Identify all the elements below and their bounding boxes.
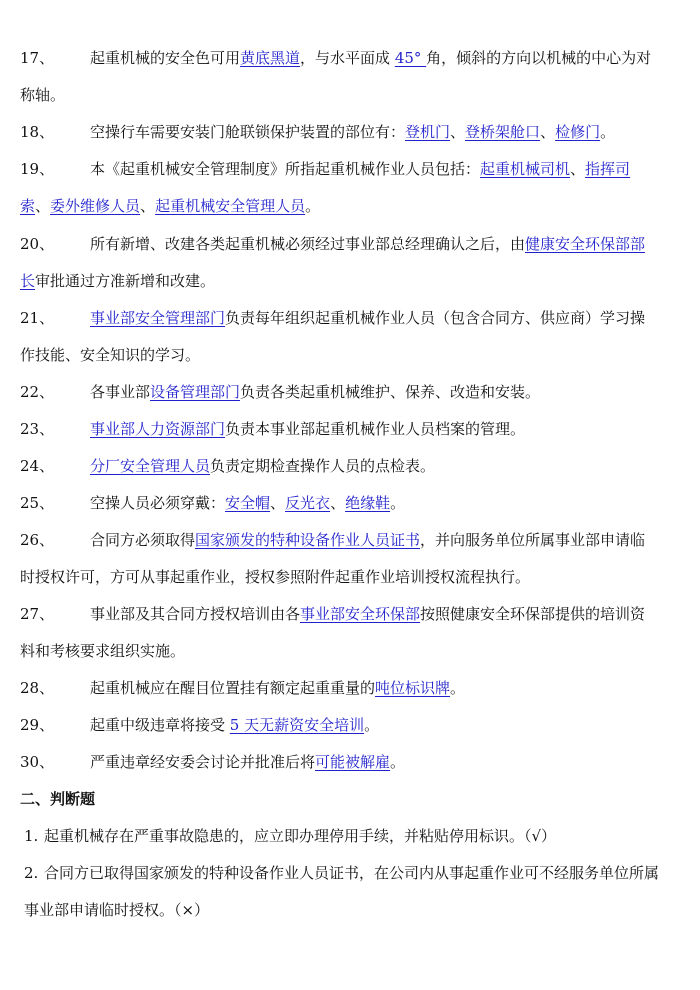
text-segment: 空操人员必须穿戴： bbox=[90, 494, 226, 512]
answer-blank: 黄底黑道 bbox=[240, 49, 301, 67]
question-number: 18、 bbox=[20, 123, 55, 141]
question-28 bbox=[20, 670, 660, 707]
answer-blank: 事业部人力资源部门 bbox=[90, 420, 226, 438]
answer-blank: 45° bbox=[394, 49, 427, 67]
text-segment: 。 bbox=[390, 494, 406, 512]
text-segment: 。 bbox=[450, 679, 466, 697]
section-title: 二、判断题 bbox=[20, 790, 96, 808]
question-number: 23、 bbox=[20, 420, 55, 438]
question-24 bbox=[20, 448, 660, 485]
text-segment: 负责各类起重机械维护、保养、改造和安装。 bbox=[240, 383, 541, 401]
text-segment: 合同方必须取得 bbox=[90, 531, 196, 549]
text-segment: 角，倾斜的方向以机械的中心为对称轴。 bbox=[20, 49, 652, 104]
answer-blank: 委外维修人员 bbox=[50, 197, 141, 215]
question-21 bbox=[20, 300, 660, 374]
text-segment: 本《起重机械安全管理制度》所指起重机械作业人员包括： bbox=[90, 160, 481, 178]
text-segment: ，与水平面成 bbox=[300, 49, 395, 67]
judgment-text: 合同方已取得国家颁发的特种设备作业人员证书，在公司内从事起重作业可不经服务单位所属事业部申请临时授权。（×） bbox=[24, 864, 660, 919]
question-number: 17、 bbox=[20, 49, 55, 67]
text-segment: 事业部及其合同方授权培训由各 bbox=[90, 605, 301, 623]
text-segment: 、 bbox=[140, 197, 156, 215]
text-segment: 、 bbox=[35, 197, 51, 215]
question-29 bbox=[20, 707, 660, 744]
judgment-number: 2. bbox=[24, 864, 39, 882]
question-number: 27、 bbox=[20, 605, 55, 623]
question-19 bbox=[20, 151, 660, 225]
answer-blank: 健康安全环保部部长 bbox=[20, 235, 646, 290]
text-segment: 起重机械应在醒目位置挂有额定起重重量的 bbox=[90, 679, 376, 697]
question-number: 24、 bbox=[20, 457, 55, 475]
text-segment: 负责每年组织起重机械作业人员（包含合同方、供应商）学习操作技能、安全知识的学习。 bbox=[20, 309, 646, 364]
text-segment: 、 bbox=[540, 123, 556, 141]
answer-blank: 国家颁发的特种设备作业人员证书 bbox=[195, 531, 421, 549]
text-segment: 审批通过方准新增和改建。 bbox=[35, 272, 216, 290]
question-number: 22、 bbox=[20, 383, 55, 401]
question-26 bbox=[20, 522, 660, 596]
text-segment: 负责定期检查操作人员的点检表。 bbox=[210, 457, 436, 475]
text-segment: 。 bbox=[390, 753, 406, 771]
question-23 bbox=[20, 411, 660, 448]
question-18 bbox=[20, 114, 660, 151]
answer-blank: 起重机械安全管理人员 bbox=[155, 197, 306, 215]
text-segment: 按照健康安全环保部提供的培训资料和考核要求组织实施。 bbox=[20, 605, 646, 660]
text-segment: ，并向服务单位所属事业部申请临时授权许可，方可从事起重作业，授权参照附件起重作业培训授权流程执行。 bbox=[20, 531, 646, 586]
judgment-1 bbox=[24, 818, 660, 855]
answer-blank: 事业部安全环保部 bbox=[300, 605, 421, 623]
text-segment: 、 bbox=[270, 494, 286, 512]
answer-blank: 事业部安全管理部门 bbox=[90, 309, 226, 327]
answer-blank: 登桥架舱口 bbox=[465, 123, 541, 141]
text-segment: 。 bbox=[600, 123, 616, 141]
judgment-text: 起重机械存在严重事故隐患的，应立即办理停用手续，并粘贴停用标识。（√） bbox=[44, 827, 557, 845]
text-segment: 空操行车需要安装门舱联锁保护装置的部位有： bbox=[90, 123, 406, 141]
text-segment: 。 bbox=[305, 197, 321, 215]
answer-blank: 指挥司索 bbox=[20, 160, 631, 215]
text-segment: 负责本事业部起重机械作业人员档案的管理。 bbox=[225, 420, 526, 438]
question-number: 30、 bbox=[20, 753, 55, 771]
text-segment: 起重中级违章将接受 bbox=[90, 716, 230, 734]
text-segment: 各事业部 bbox=[90, 383, 151, 401]
text-segment: 所有新增、改建各类起重机械必须经过事业部总经理确认之后，由 bbox=[90, 235, 526, 253]
text-segment: 。 bbox=[364, 716, 380, 734]
text-segment: 、 bbox=[450, 123, 466, 141]
answer-blank: 5 天无薪资安全培训 bbox=[229, 716, 365, 734]
answer-blank: 绝缘鞋 bbox=[345, 494, 391, 512]
answer-blank: 反光衣 bbox=[285, 494, 331, 512]
question-30 bbox=[20, 744, 660, 781]
question-number: 21、 bbox=[20, 309, 55, 327]
question-number: 25、 bbox=[20, 494, 55, 512]
text-segment: 严重违章经安委会讨论并批准后将 bbox=[90, 753, 316, 771]
text-segment: 、 bbox=[570, 160, 586, 178]
question-number: 26、 bbox=[20, 531, 55, 549]
question-number: 20、 bbox=[20, 235, 55, 253]
judgment-2 bbox=[24, 855, 660, 929]
answer-blank: 可能被解雇 bbox=[315, 753, 391, 771]
answer-blank: 安全帽 bbox=[225, 494, 271, 512]
answer-blank: 分厂安全管理人员 bbox=[90, 457, 211, 475]
answer-blank: 登机门 bbox=[405, 123, 451, 141]
question-22 bbox=[20, 374, 660, 411]
question-number: 29、 bbox=[20, 716, 55, 734]
answer-blank: 吨位标识牌 bbox=[375, 679, 451, 697]
question-number: 28、 bbox=[20, 679, 55, 697]
answer-blank: 检修门 bbox=[555, 123, 601, 141]
question-20 bbox=[20, 226, 660, 300]
question-17 bbox=[20, 40, 660, 114]
question-25 bbox=[20, 485, 660, 522]
judgment-number: 1. bbox=[24, 827, 39, 845]
question-number: 19、 bbox=[20, 160, 55, 178]
question-27 bbox=[20, 596, 660, 670]
text-segment: 起重机械的安全色可用 bbox=[90, 49, 241, 67]
answer-blank: 设备管理部门 bbox=[150, 383, 241, 401]
text-segment: 、 bbox=[330, 494, 346, 512]
answer-blank: 起重机械司机 bbox=[480, 160, 571, 178]
